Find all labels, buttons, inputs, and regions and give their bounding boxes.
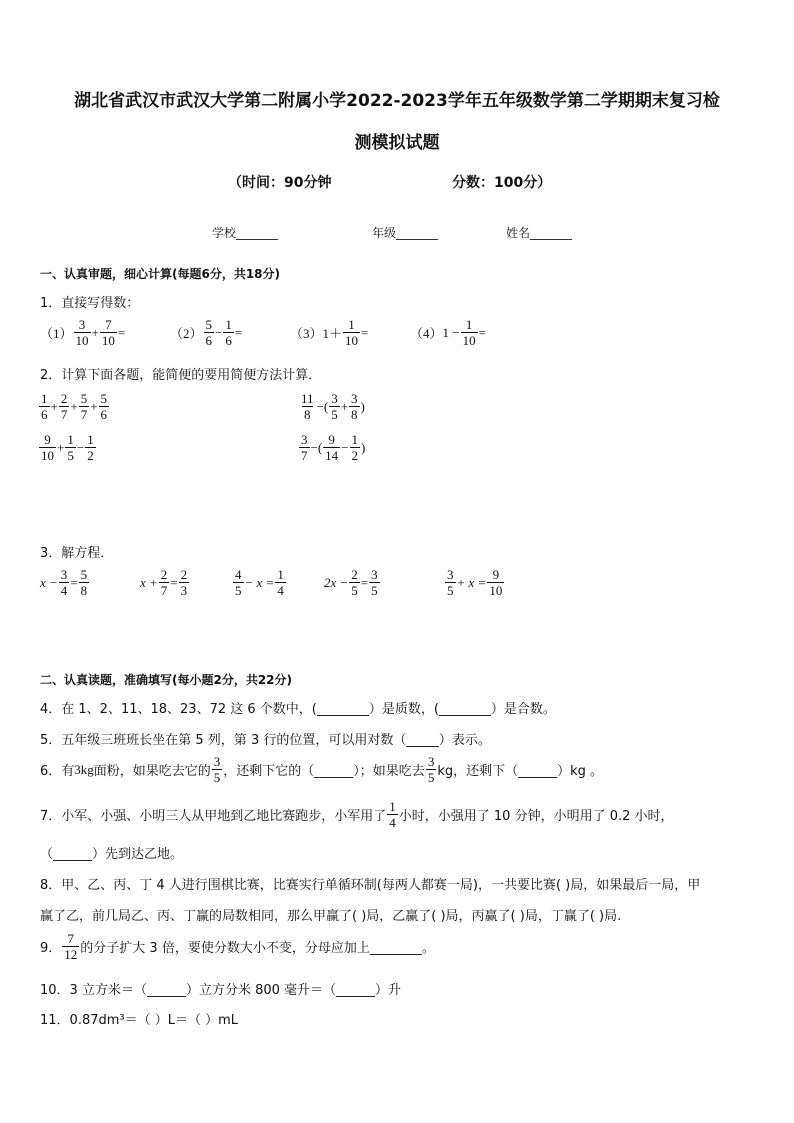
question-2-label: 2．计算下面各题，能简便的要用简便方法计算．: [40, 368, 322, 383]
question-10: 10．3 立方米＝（______）立方分米 800 毫升＝（______）升: [40, 983, 402, 998]
question-7: 7．小军、小强、小明三人从甲地到乙地比赛跑步，小军用了 $\frac{1}{4}$ 小时，小强用了 10 分钟，小明用了 0.2 小时，: [40, 799, 674, 830]
school-field: 学校_______: [212, 226, 279, 240]
fraction: $\frac{3}{10}$: [75, 317, 89, 348]
exam-score: 分数：100分）: [452, 175, 552, 191]
fraction: $\frac{1}{10}$: [462, 317, 476, 348]
q2-item-c: $\frac{9}{10}$ + $\frac{1}{5}$ − $\frac{1}{2}$: [41, 432, 94, 463]
question-8-line1: 8．甲、乙、丙、丁 4 人进行围棋比赛，比赛实行单循环制(每两人都赛一局)，一共要比赛( )局，如果最后一局，甲: [40, 878, 701, 893]
q1-item-3: （3） 1＋ $\frac{1}{10}$ =: [290, 317, 369, 348]
q2-item-d: $\frac{3}{7}$ −( $\frac{9}{14}$ − $\frac{1}{2}$ ): [301, 432, 366, 463]
q2-item-b: $\frac{11}{8}$ −( $\frac{3}{5}$ + $\frac{3}{8}$ ): [301, 391, 365, 422]
q2-item-a: $\frac{1}{6}$ + $\frac{2}{7}$ + $\frac{5}{7}$ + $\frac{5}{6}$: [41, 391, 108, 422]
question-6: 6．有 3kg 面粉，如果吃去它的 $\frac{3}{5}$ ，还剩下它的（______）；如果吃去 $\frac{3}{5}$ kg，还剩下（______）kg 。: [40, 754, 604, 785]
fraction: $\frac{5}{6}$: [205, 317, 213, 348]
question-5: 5．五年级三班班长坐在第 5 列，第 3 行的位置，可以用对数（_____）表示。: [40, 733, 491, 748]
grade-field: 年级_______: [372, 226, 439, 240]
page-title-line1: 湖北省武汉市武汉大学第二附属小学2022-2023学年五年级数学第二学期期末复习检: [74, 91, 720, 111]
q3-equation-4: 2x − $\frac{2}{5}$ = $\frac{3}{5}$: [324, 567, 378, 598]
fraction: $\frac{1}{10}$: [345, 317, 359, 348]
q1-item-1: （1） $\frac{3}{10}$ + $\frac{7}{10}$ =: [40, 317, 126, 348]
fraction: $\frac{1}{6}$: [225, 317, 232, 348]
question-3-label: 3．解方程．: [40, 546, 114, 561]
question-9: 9． $\frac{7}{12}$ 的分子扩大 3 倍，要使分数大小不变，分母应加上________。: [40, 931, 435, 962]
q1-item-4: （4） 1 − $\frac{1}{10}$ =: [410, 317, 486, 348]
page-title-line2: 测模拟试题: [354, 133, 440, 153]
question-8-line2: 赢了乙，前几局乙、丙、丁赢的局数相同，那么甲赢了( )局，乙赢了( )局，丙赢了( )局，丁赢了( )局.: [40, 909, 622, 924]
section-2-heading: 二、认真读题，准确填写(每小题2分，共22分): [40, 673, 293, 687]
q3-equation-2: x + $\frac{2}{7}$ = $\frac{2}{3}$: [140, 567, 188, 598]
name-field: 姓名_______: [506, 226, 573, 240]
exam-time: （时间：90分钟: [228, 175, 332, 191]
q1-item-2: （2） $\frac{5}{6}$ − $\frac{1}{6}$ =: [170, 317, 243, 348]
question-11: 11．0.87dm³＝（ ）L＝（ ）mL: [40, 1013, 239, 1028]
q3-equation-1: x − $\frac{3}{4}$ = $\frac{5}{8}$: [40, 567, 88, 598]
section-1-heading: 一、认真审题，细心计算(每题6分，共18分): [40, 267, 281, 281]
question-4: 4．在 1、2、11、18、23、72 这 6 个数中，(________）是质数，(________）是合数。: [40, 702, 556, 717]
q3-equation-5: $\frac{3}{5}$ + x = $\frac{9}{10}$: [447, 567, 503, 598]
question-1-label: 1．直接写得数：: [40, 296, 140, 311]
q3-equation-3: $\frac{4}{5}$ − x = $\frac{1}{4}$: [235, 567, 284, 598]
question-7-line2: （______）先到达乙地。: [40, 847, 184, 862]
fraction: $\frac{7}{10}$: [101, 317, 115, 348]
